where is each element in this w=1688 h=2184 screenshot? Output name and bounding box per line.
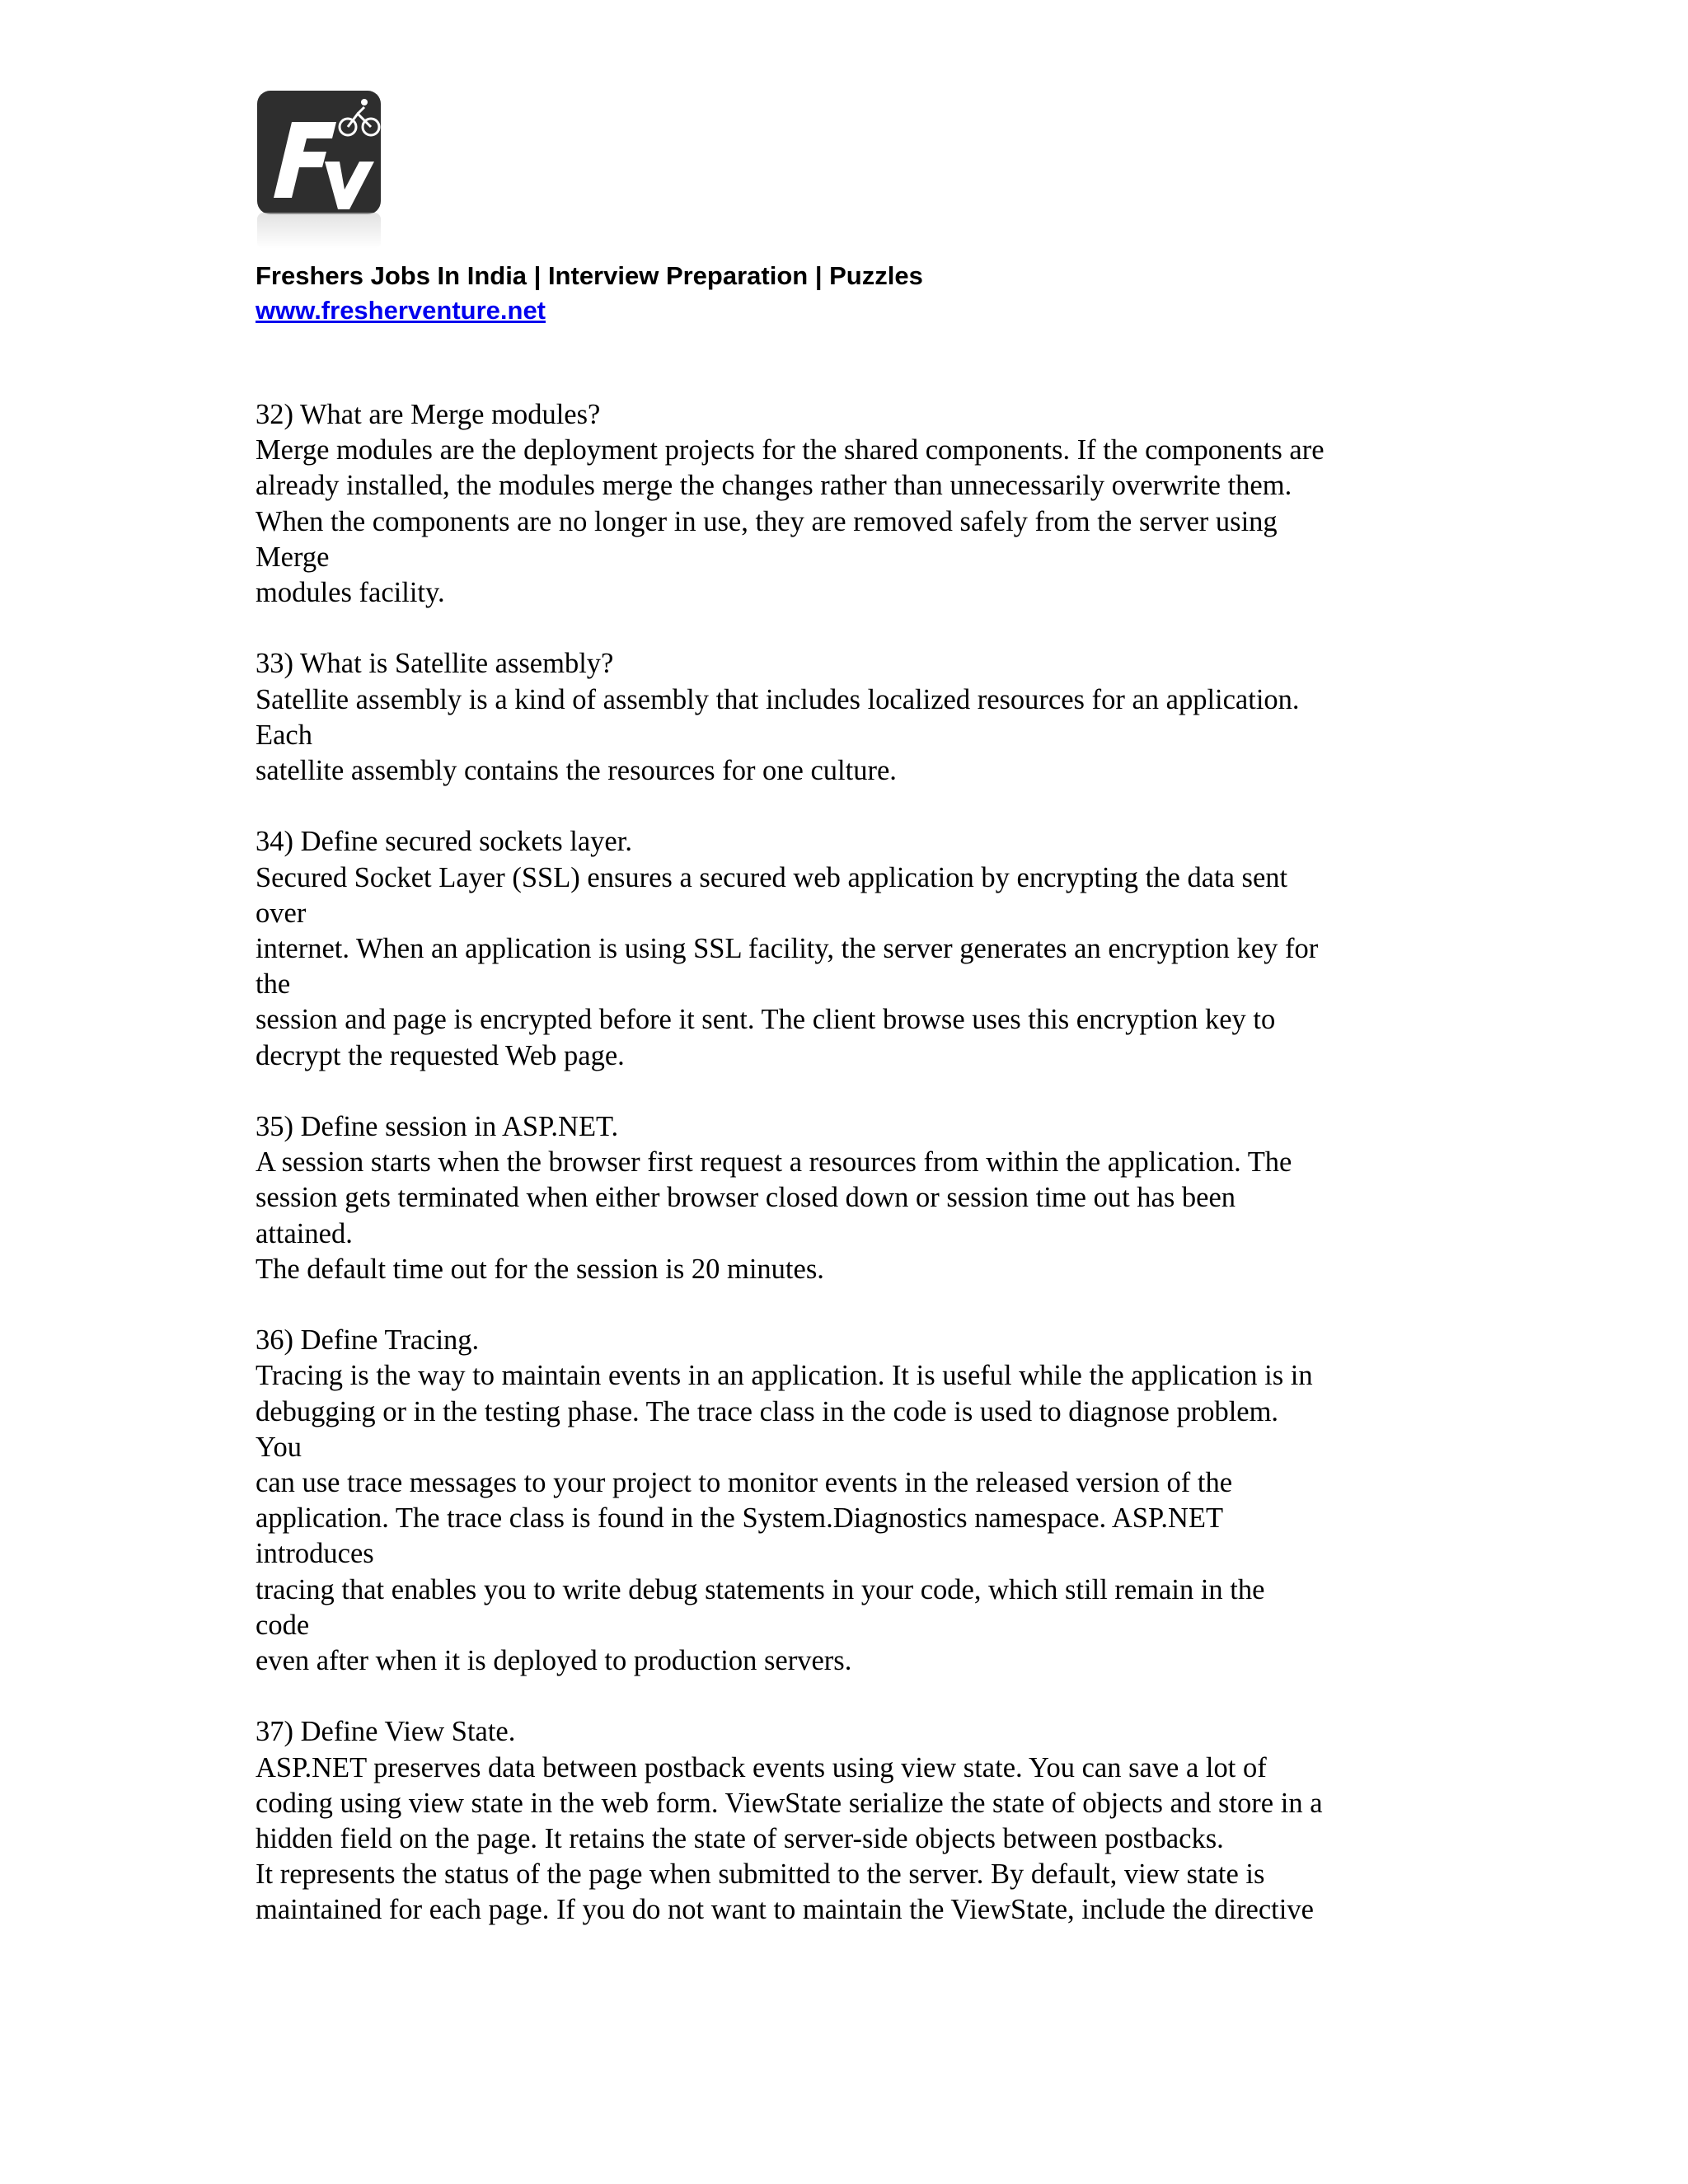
answer-line: When the components are no longer in use, they are removed safely from the server using — [256, 505, 1278, 537]
answer-line: Merge modules are the deployment projects for the shared components. If the components are — [256, 434, 1325, 466]
answer-line: Tracing is the way to maintain events in an application. It is useful while the application is in — [256, 1360, 1313, 1392]
answer-line: Merge — [256, 541, 330, 573]
question-heading: 35) Define session in ASP.NET. — [256, 1111, 619, 1143]
answer-line: internet. When an application is using SSL facility, the server generates an encryption key for — [256, 933, 1319, 965]
answer-line: hidden field on the page. It retains the state of server-side objects between postbacks. — [256, 1823, 1224, 1855]
qa-section-32 — [256, 397, 1426, 611]
question-heading: 33) What is Satellite assembly? — [256, 648, 614, 680]
answer-line: Secured Socket Layer (SSL) ensures a secured web application by encrypting the data sent — [256, 861, 1288, 893]
answer-line: session and page is encrypted before it sent. The client browse uses this encryption key to — [256, 1004, 1276, 1036]
answer-line: application. The trace class is found in the System.Diagnostics namespace. ASP.NET — [256, 1502, 1224, 1535]
answer-line: Each — [256, 719, 312, 751]
qa-section-33 — [256, 646, 1426, 789]
answer-line: session gets terminated when either browser closed down or session time out has been — [256, 1182, 1236, 1214]
answer-line: maintained for each page. If you do not want to maintain the ViewState, include the directive — [256, 1894, 1314, 1926]
question-heading: 36) Define Tracing. — [256, 1324, 480, 1357]
answer-line: can use trace messages to your project to monitor events in the released version of the — [256, 1467, 1233, 1499]
answer-line: the — [256, 968, 291, 1001]
answer-line: already installed, the modules merge the changes rather than unnecessarily overwrite them. — [256, 470, 1292, 502]
qa-section-35 — [256, 1109, 1426, 1287]
question-heading: 34) Define secured sockets layer. — [256, 826, 632, 858]
answer-line: A session starts when the browser first request a resources from within the application. The — [256, 1146, 1292, 1179]
answer-line: Satellite assembly is a kind of assembly that includes localized resources for an application. — [256, 683, 1300, 715]
qa-section-36 — [256, 1323, 1426, 1679]
fv-logo — [256, 89, 384, 251]
answer-line: You — [256, 1431, 302, 1463]
qa-section-37 — [256, 1714, 1426, 1928]
answer-line: even after when it is deployed to production servers. — [256, 1645, 852, 1677]
answer-line: code — [256, 1609, 310, 1641]
answer-line: decrypt the requested Web page. — [256, 1039, 625, 1071]
answer-line: tracing that enables you to write debug statements in your code, which still remain in the — [256, 1573, 1265, 1605]
answer-line: The default time out for the session is 20 minutes. — [256, 1253, 824, 1285]
answer-line: over — [256, 897, 307, 929]
question-heading: 32) What are Merge modules? — [256, 399, 601, 430]
answer-line: modules facility. — [256, 577, 445, 609]
answer-line: introduces — [256, 1538, 374, 1570]
answer-line: It represents the status of the page when submitted to the server. By default, view state is — [256, 1858, 1265, 1891]
answer-line: coding using view state in the web form. ViewState serialize the state of objects and store in a — [256, 1787, 1323, 1819]
answer-line: satellite assembly contains the resources for one culture. — [256, 755, 897, 787]
document-header — [256, 259, 923, 328]
qa-section-34 — [256, 824, 1426, 1073]
answer-line: attained. — [256, 1217, 353, 1249]
document-body — [256, 397, 1426, 1964]
header-tagline: Freshers Jobs In India | Interview Preparation | Puzzles — [256, 261, 923, 290]
answer-line: ASP.NET preserves data between postback events using view state. You can save a lot of — [256, 1751, 1267, 1783]
website-link[interactable]: www.fresherventure.net — [256, 296, 546, 325]
answer-line: debugging or in the testing phase. The trace class in the code is used to diagnose problem. — [256, 1395, 1279, 1427]
question-heading: 37) Define View State. — [256, 1716, 516, 1748]
